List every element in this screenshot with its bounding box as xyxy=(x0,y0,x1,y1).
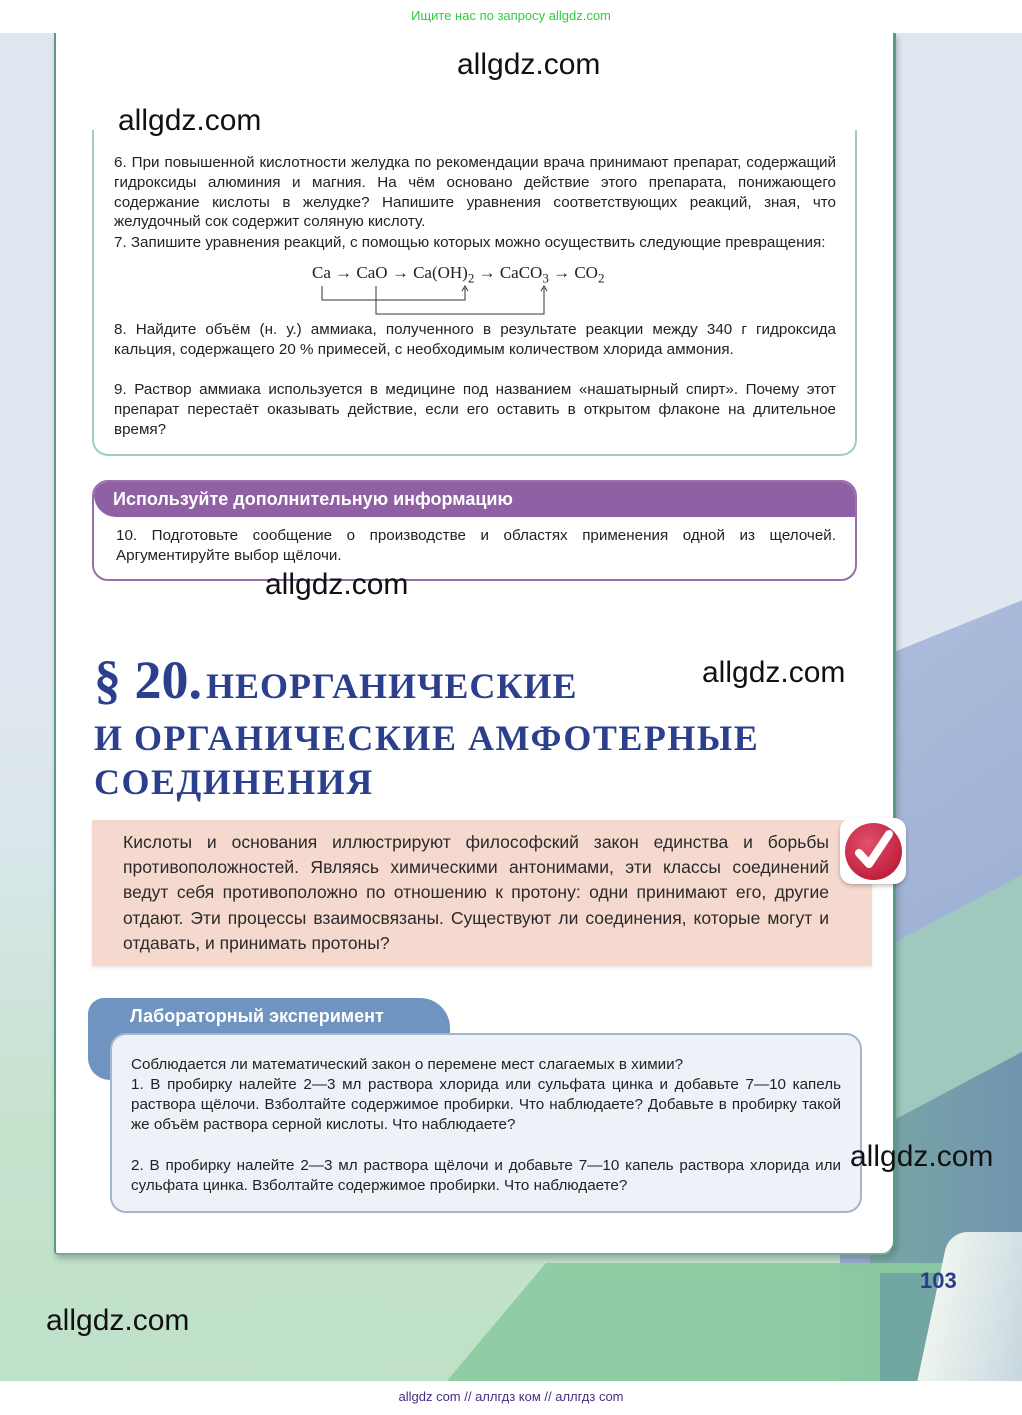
lab-experiment-box xyxy=(110,1033,862,1213)
section-number: § 20. xyxy=(94,650,202,710)
watermark: allgdz.com xyxy=(118,104,262,137)
watermark: allgdz.com xyxy=(265,568,409,601)
watermark: allgdz.com xyxy=(46,1304,190,1337)
extra-info-box xyxy=(92,480,857,581)
arrow-icon: → xyxy=(335,263,353,282)
watermark: allgdz.com xyxy=(702,656,846,689)
title-line-2: И ОРГАНИЧЕСКИЕ АМФОТЕРНЫЕ xyxy=(94,718,760,758)
top-banner[interactable]: Ищите нас по запросу allgdz.com xyxy=(0,0,1022,33)
arrow-icon: → xyxy=(478,263,496,282)
lab-step-1: 1. В пробирку налейте 2—3 мл раствора хлорида или сульфата цинка и добавьте 7—10 капель раствора щёлочи. Взболтайте содержимое пробирки. Что наблюдаете? Добавьте в пробирку такой же объём раствора серной кислоты. Что наблюдаете? xyxy=(131,1076,841,1133)
formula-caoh2: Ca(OH) xyxy=(413,263,468,282)
title-line-3: СОЕДИНЕНИЯ xyxy=(94,762,374,802)
task-7: 7. Запишите уравнения реакций, с помощью которых можно осуществить следующие превращения: xyxy=(114,234,826,251)
intro-text: Кислоты и основания иллюстрируют философский закон единства и борьбы противоположностей. Являясь химическими антонимами, эти классы соединений ведут себя противоположно по отношению к протону: одни принимают его, другие отдают. Эти процессы взаимосвязаны. Существуют ли соединения, которые могут и отдавать, и принимать протоны? xyxy=(123,832,829,953)
task-6: 6. При повышенной кислотности желудка по рекомендации врача принимают препарат, содержащий гидроксиды алюминия и магния. На чём основано действие этого препарата, понижающего содержание кислоты в желудке? Напишите уравнения соответствующих реакций, зная, что желудочный сок содержит соляную кислоту. xyxy=(114,154,836,231)
subscript: 2 xyxy=(597,270,605,286)
title-line-1: НЕОРГАНИЧЕСКИЕ xyxy=(206,666,578,706)
page-number: 103 xyxy=(920,1268,957,1293)
formula-ca: Ca xyxy=(312,263,331,282)
subscript: 3 xyxy=(542,270,549,286)
lab-step-2: 2. В пробирку налейте 2—3 мл раствора щёлочи и добавьте 7—10 капель раствора хлорида или сульфата цинка. Взболтайте содержимое пробирки. Что наблюдаете? xyxy=(131,1157,841,1194)
subscript: 2 xyxy=(467,270,475,286)
task-9: 9. Раствор аммиака используется в медицине под названием «нашатырный спирт». Почему этот препарат перестаёт оказывать действие, если его оставить в открытом флаконе на длительное время? xyxy=(114,381,836,438)
formula-caco3: CaCO xyxy=(499,263,543,282)
task-10: 10. Подготовьте сообщение о производстве и областях применения одной из щелочей. Аргументируйте выбор щёлочи. xyxy=(116,527,836,564)
watermark: allgdz.com xyxy=(457,48,601,81)
extra-info-header: Используйте дополнительную информацию xyxy=(94,482,855,517)
bottom-banner[interactable]: allgdz com // аллгдз ком // аллгдз com xyxy=(0,1381,1022,1415)
arrow-icon: → xyxy=(391,263,409,282)
arrow-icon: → xyxy=(553,263,571,282)
lab-experiment-header: Лабораторный эксперимент xyxy=(130,1006,384,1026)
watermark: allgdz.com xyxy=(850,1140,994,1173)
section-title xyxy=(94,650,760,804)
lab-question: Соблюдается ли математический закон о перемене мест слагаемых в химии? xyxy=(131,1056,684,1073)
intro-box xyxy=(92,820,872,966)
reaction-branch-arrows-icon xyxy=(312,280,572,320)
formula-cao: CaO xyxy=(356,263,388,282)
formula-co2: CO xyxy=(574,263,598,282)
task-8: 8. Найдите объём (н. у.) аммиака, полученного в результате реакции между 340 г гидроксида кальция, содержащего 20 % примесей, с необходимым количеством хлорида аммония. xyxy=(114,321,836,358)
checkmark-icon xyxy=(840,818,906,884)
